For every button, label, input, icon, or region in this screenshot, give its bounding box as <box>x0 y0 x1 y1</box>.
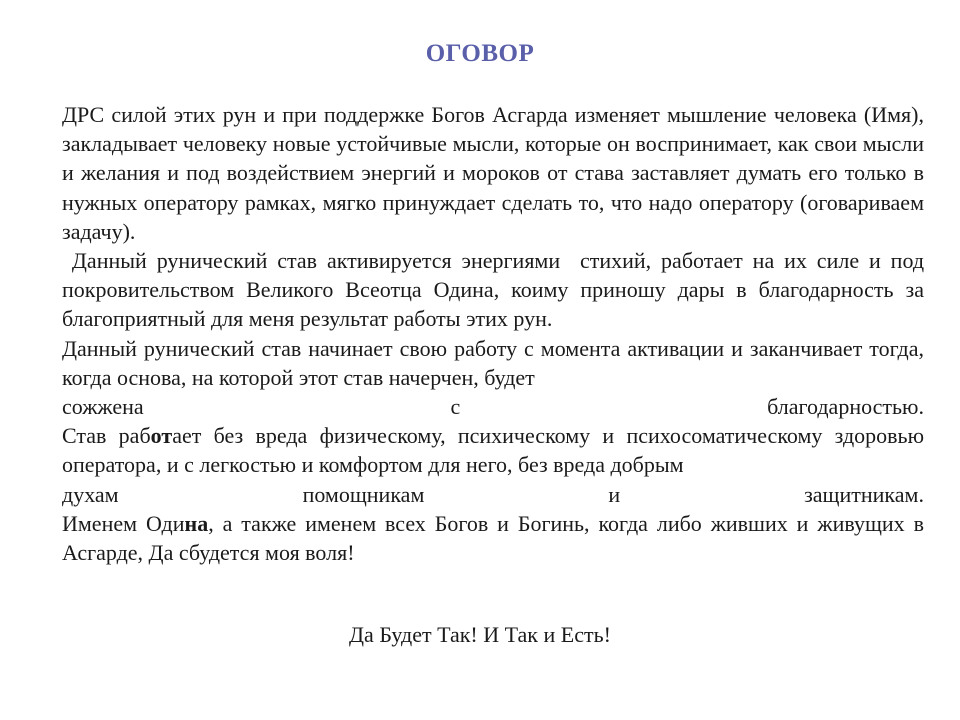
closing-line: Да Будет Так! И Так и Есть! <box>349 622 611 647</box>
text-segment: Став раб <box>62 423 151 449</box>
paragraph-1: ДРС силой этих рун и при поддержке Богов Асгарда изменяет мышление человека (Имя), закладывает человеку новые устойчивые мысли, которые он воспринимает, как свои мысли и желания и под воздействием энергий и мороков от става заставляет думать его только в нужных оператору рамках, мягко принуждает сделать то, что надо оператору (оговариваем задачу). <box>62 102 924 244</box>
word: благодарностью. <box>767 394 924 420</box>
text-segment: ает без вреда физическому, психическому и психосоматическому здоровью оператора, и с легкостью и комфортом для него, без вреда добрым <box>62 423 924 478</box>
word: помощникам <box>302 481 425 507</box>
paragraph-3-text: Данный рунический став начинает свою работу с момента активации и заканчивает тогда, когда основа, на которой этот став начерчен, будет <box>62 335 924 390</box>
bold-segment: на <box>184 510 209 536</box>
word: с <box>450 394 461 420</box>
word: духам <box>62 481 119 507</box>
word: защитникам. <box>804 481 924 507</box>
bold-segment: от <box>150 423 173 449</box>
paragraph-4 <box>62 421 924 509</box>
paragraph-4-last-line <box>62 480 924 509</box>
text-segment: , а также именем всех Богов и Богинь, когда либо живших и живущих в Асгарде, Да сбудется моя воля! <box>62 510 924 566</box>
paragraph-3-last-line <box>62 392 924 421</box>
document-body <box>62 100 930 567</box>
paragraph-4-text <box>62 421 924 479</box>
document-title: ОГОВОР <box>425 40 535 67</box>
word: и <box>608 481 621 507</box>
text-segment: Именем Оди <box>62 510 185 536</box>
paragraph-2: Данный рунический став активируется энергиями стихий, работает на их силе и под покровительством Великого Всеотца Одина, коиму приношу дары в благодарность за благоприятный для меня результат работы этих рун. <box>62 248 930 332</box>
paragraph-5 <box>62 509 924 567</box>
word: сожжена <box>62 394 144 420</box>
paragraph-3 <box>62 334 924 422</box>
